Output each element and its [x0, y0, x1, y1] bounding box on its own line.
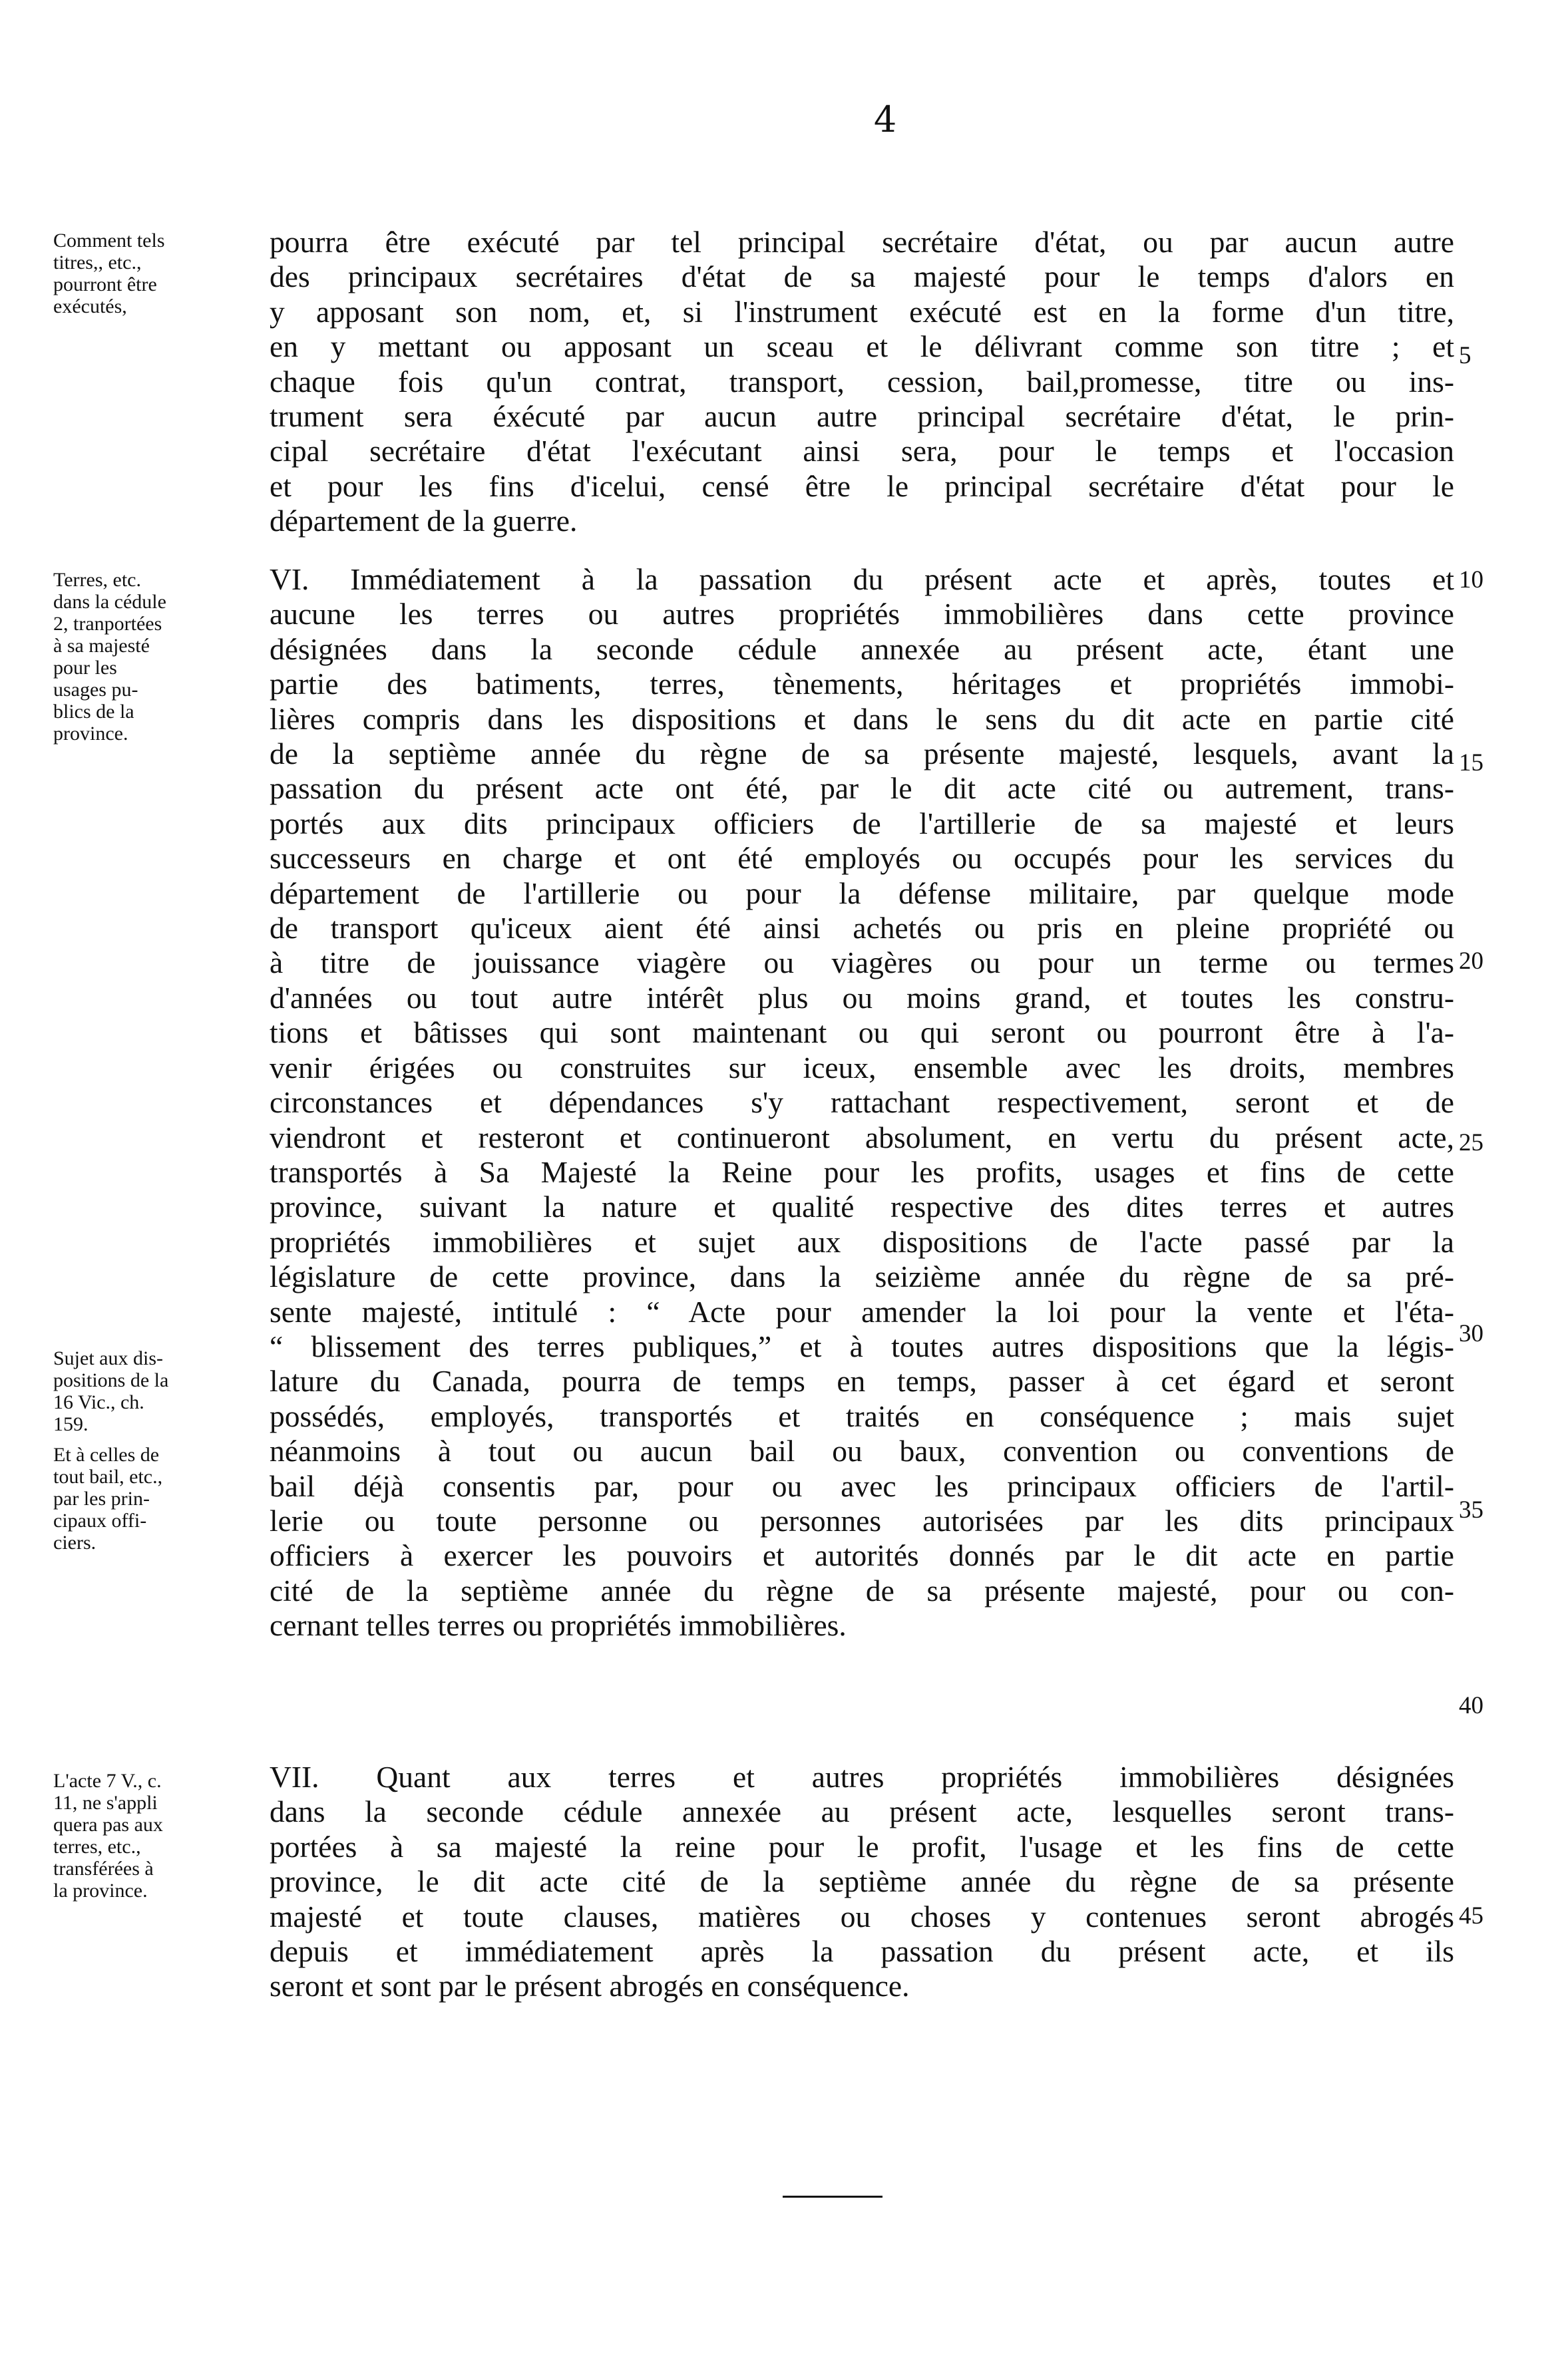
line-number: 40 [1459, 1692, 1483, 1719]
text-line: sente majesté, intitulé : “ Acte pour amender la loi pour la vente et l'éta- [270, 1294, 1454, 1329]
margin-note-line: transférées à [53, 1858, 154, 1880]
margin-note-line: province. [53, 723, 128, 745]
margin-note-line: ciers. [53, 1532, 97, 1554]
closing-rule [783, 2196, 882, 2198]
text-line: cité de la septième année du règne de sa présente majesté, pour ou con- [270, 1573, 1454, 1608]
text-line: majesté et toute clauses, matières ou choses y contenues seront abrogés [270, 1899, 1454, 1934]
text-line: trument sera éxécuté par aucun autre principal secrétaire d'état, le prin- [270, 399, 1454, 434]
text-line: lature du Canada, pourra de temps en temps, passer à cet égard et seront [270, 1364, 1454, 1399]
margin-note-line: blics de la [53, 701, 134, 723]
text-line: propriétés immobilières et sujet aux dispositions de l'acte passé par la [270, 1224, 1454, 1259]
line-number: 10 [1459, 566, 1483, 594]
text-line: des principaux secrétaires d'état de sa majesté pour le temps d'alors en [270, 259, 1454, 294]
text-line: VI. Immédiatement à la passation du présent acte et après, toutes et [270, 562, 1454, 596]
margin-note-line: L'acte 7 V., c. [53, 1770, 162, 1792]
text-line: passation du présent acte ont été, par le dit acte cité ou autrement, trans- [270, 771, 1454, 806]
text-line: viendront et resteront et continueront absolument, en vertu du présent acte, [270, 1120, 1454, 1154]
text-line: cipal secrétaire d'état l'exécutant ainsi sera, pour le temps et l'occasion [270, 434, 1454, 468]
line-number: 15 [1459, 749, 1483, 776]
text-line: lières compris dans les dispositions et dans le sens du dit acte en partie cité [270, 701, 1454, 736]
text-line: VII. Quant aux terres et autres propriétés immobilières désignées [270, 1760, 1454, 1794]
text-line: et pour les fins d'icelui, censé être le principal secrétaire d'état pour le [270, 468, 1454, 503]
paragraph-section-vii [270, 1760, 1454, 2004]
text-line: chaque fois qu'un contrat, transport, cession, bail,promesse, titre ou ins- [270, 364, 1454, 399]
text-line: de transport qu'iceux aient été ainsi achetés ou pris en pleine propriété ou [270, 911, 1454, 945]
text-line: transportés à Sa Majesté la Reine pour les profits, usages et fins de cette [270, 1154, 1454, 1189]
line-number: 30 [1459, 1320, 1483, 1347]
margin-note-act [53, 1770, 263, 1902]
line-number: 25 [1459, 1129, 1483, 1156]
margin-note-line: pour les [53, 657, 117, 679]
margin-note-line: pourront être [53, 273, 157, 295]
margin-note-line: quera pas aux [53, 1814, 163, 1836]
text-line: province, suivant la nature et qualité respective des dites terres et autres [270, 1190, 1454, 1224]
line-number: 35 [1459, 1496, 1483, 1524]
text-line: à titre de jouissance viagère ou viagères ou pour un terme ou termes [270, 945, 1454, 980]
text-line: possédés, employés, transportés et traités en conséquence ; mais sujet [270, 1399, 1454, 1433]
text-line: “ blissement des terres publiques,” et à toutes autres dispositions que la légis- [270, 1329, 1454, 1363]
line-number: 45 [1459, 1902, 1483, 1930]
margin-note-line: Comment tels [53, 230, 165, 252]
margin-note-line: 11, ne s'appli [53, 1792, 158, 1814]
paragraph-section-vi [270, 562, 1454, 1643]
margin-note-line: positions de la [53, 1369, 169, 1391]
text-line: en y mettant ou apposant un sceau et le délivrant comme son titre ; et [270, 329, 1454, 364]
margin-note-line: 159. [53, 1413, 89, 1435]
margin-note-line: tout bail, etc., [53, 1466, 163, 1488]
margin-note-line: usages pu- [53, 679, 138, 701]
margin-note-line: terres, etc., [53, 1836, 141, 1858]
text-line: dans la seconde cédule annexée au présent acte, lesquelles seront trans- [270, 1794, 1454, 1829]
text-line: néanmoins à tout ou aucun bail ou baux, convention ou conventions de [270, 1434, 1454, 1468]
text-line: de la septième année du règne de sa présente majesté, lesquels, avant la [270, 737, 1454, 771]
margin-note-leases [53, 1444, 263, 1554]
margin-note-lands [53, 569, 263, 745]
text-line: pourra être exécuté par tel principal secrétaire d'état, ou par aucun autre [270, 225, 1454, 259]
text-line: officiers à exercer les pouvoirs et autorités donnés par le dit acte en partie [270, 1538, 1454, 1573]
margin-note-line: dans la cédule [53, 591, 166, 613]
line-number: 20 [1459, 947, 1483, 975]
margin-note-line: la province. [53, 1880, 148, 1902]
page-number: 4 [873, 98, 897, 140]
margin-note-line: à sa majesté [53, 635, 150, 657]
text-line: d'années ou tout autre intérêt plus ou moins grand, et toutes les constru- [270, 980, 1454, 1015]
margin-note-line: Et à celles de [53, 1444, 160, 1466]
margin-note-line: Sujet aux dis- [53, 1347, 163, 1369]
text-line: seront et sont par le présent abrogés en conséquence. [270, 1969, 910, 2003]
text-line: lerie ou toute personne ou personnes autorisées par les dits principaux [270, 1503, 1454, 1538]
margin-note-line: titres,, etc., [53, 252, 142, 273]
margin-note-subject [53, 1347, 263, 1435]
margin-note-line: Terres, etc. [53, 569, 141, 591]
text-line: portés aux dits principaux officiers de l'artillerie de sa majesté et leurs [270, 806, 1454, 840]
margin-note-line: 16 Vic., ch. [53, 1391, 144, 1413]
margin-note-line: cipaux offi- [53, 1510, 147, 1532]
text-line: tions et bâtisses qui sont maintenant ou qui seront ou pourront être à l'a- [270, 1015, 1454, 1050]
text-line: successeurs en charge et ont été employés ou occupés pour les services du [270, 841, 1454, 876]
text-line: y apposant son nom, et, si l'instrument exécuté est en la forme d'un titre, [270, 294, 1454, 329]
text-line: portées à sa majesté la reine pour le profit, l'usage et les fins de cette [270, 1829, 1454, 1864]
text-line: partie des batiments, terres, tènements, héritages et propriétés immobi- [270, 667, 1454, 701]
text-line: depuis et immédiatement après la passation du présent acte, et ils [270, 1934, 1454, 1969]
text-line: département de l'artillerie ou pour la défense militaire, par quelque mode [270, 876, 1454, 910]
text-line: cernant telles terres ou propriétés immobilières. [270, 1608, 847, 1643]
text-line: législature de cette province, dans la seizième année du règne de sa pré- [270, 1260, 1454, 1294]
text-line: désignées dans la seconde cédule annexée au présent acte, étant une [270, 631, 1454, 666]
paragraph-1 [270, 225, 1454, 539]
margin-note-line: par les prin- [53, 1488, 150, 1510]
margin-note-line: exécutés, [53, 295, 127, 317]
margin-note-line: 2, tranportées [53, 613, 162, 635]
text-line: venir érigées ou construites sur iceux, ensemble avec les droits, membres [270, 1050, 1454, 1085]
text-line: province, le dit acte cité de la septième année du règne de sa présente [270, 1864, 1454, 1899]
text-line: aucune les terres ou autres propriétés immobilières dans cette province [270, 597, 1454, 631]
text-line: département de la guerre. [270, 504, 578, 538]
line-number: 5 [1459, 342, 1471, 369]
text-line: circonstances et dépendances s'y rattachant respectivement, seront et de [270, 1085, 1454, 1120]
text-line: bail déjà consentis par, pour ou avec les principaux officiers de l'artil- [270, 1468, 1454, 1503]
margin-note-titles [53, 230, 263, 317]
